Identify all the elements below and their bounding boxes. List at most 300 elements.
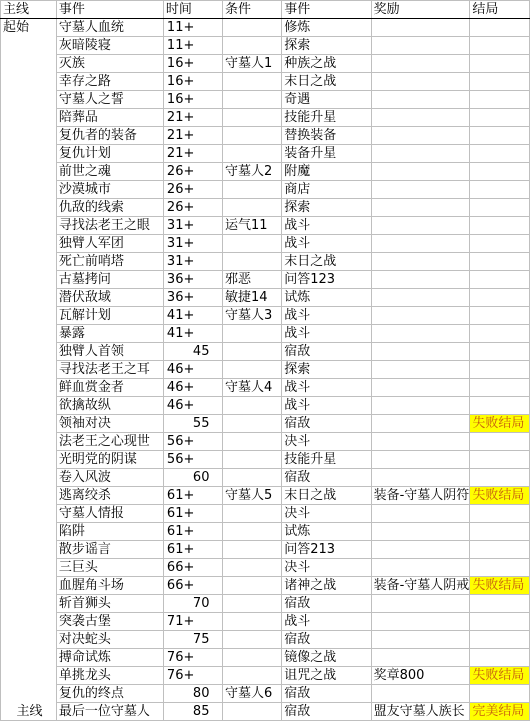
- cell-event: 复仇者的装备: [56, 127, 163, 145]
- cell-reward: [371, 19, 470, 37]
- cell-condition: [222, 433, 281, 451]
- cell-event-type: 技能升星: [282, 109, 371, 127]
- cell-reward: [371, 433, 470, 451]
- cell-ending: [470, 649, 530, 667]
- cell-condition: [222, 469, 281, 487]
- time-value: 41+: [166, 308, 195, 323]
- cell-condition: 守墓人3: [222, 307, 281, 325]
- cell-reward: [371, 541, 470, 559]
- cell-event-type: 问答123: [282, 271, 371, 289]
- cell-event: 沙漠城市: [56, 181, 163, 199]
- cell-reward: [371, 523, 470, 541]
- cell-condition: [222, 253, 281, 271]
- cell-main: [1, 181, 57, 199]
- cell-event-type: 决斗: [282, 505, 371, 523]
- table-row: [1, 577, 530, 595]
- cell-event-type: 末日之战: [282, 73, 371, 91]
- cell-event-type: 宿敌: [282, 469, 371, 487]
- cell-event-type: 试炼: [282, 523, 371, 541]
- cell-event-type: 探索: [282, 361, 371, 379]
- cell-condition: [222, 19, 281, 37]
- cell-ending: [470, 73, 530, 91]
- cell-event-type: 诸神之战: [282, 577, 371, 595]
- cell-event-type: 宿敌: [282, 631, 371, 649]
- cell-time: [163, 145, 222, 163]
- cell-event-type: 战斗: [282, 613, 371, 631]
- time-value: 75: [192, 632, 210, 647]
- cell-condition: [222, 541, 281, 559]
- cell-condition: [222, 37, 281, 55]
- cell-ending: [470, 235, 530, 253]
- cell-time: [163, 235, 222, 253]
- cell-event-type: 探索: [282, 37, 371, 55]
- cell-main: [1, 595, 57, 613]
- table-row: [1, 19, 530, 37]
- cell-ending: [470, 613, 530, 631]
- cell-event-type: 宿敌: [282, 595, 371, 613]
- cell-condition: [222, 631, 281, 649]
- cell-ending: [470, 343, 530, 361]
- cell-main: [1, 505, 57, 523]
- cell-reward: [371, 253, 470, 271]
- cell-ending: [470, 325, 530, 343]
- cell-condition: [222, 649, 281, 667]
- fail-ending-badge: 失败结局: [470, 577, 530, 595]
- cell-main: [1, 217, 57, 235]
- table-row: [1, 379, 530, 397]
- cell-time: [163, 451, 222, 469]
- cell-event: 斩首狮头: [56, 595, 163, 613]
- cell-event-type: 诅咒之战: [282, 667, 371, 685]
- cell-time: [163, 631, 222, 649]
- cell-reward: [371, 325, 470, 343]
- table-row: [1, 307, 530, 325]
- cell-reward: [371, 55, 470, 73]
- cell-ending: [470, 361, 530, 379]
- table-row: [1, 631, 530, 649]
- cell-reward: [371, 199, 470, 217]
- time-value: 60: [192, 470, 210, 485]
- cell-main: [1, 487, 57, 505]
- table-row: [1, 523, 530, 541]
- cell-condition: [222, 397, 281, 415]
- cell-event-type: 宿敌: [282, 685, 371, 703]
- cell-time: [163, 181, 222, 199]
- cell-reward: [371, 343, 470, 361]
- cell-time: [163, 505, 222, 523]
- cell-event-type: 附魔: [282, 163, 371, 181]
- cell-condition: 守墓人6: [222, 685, 281, 703]
- cell-event-type: 战斗: [282, 325, 371, 343]
- cell-condition: [222, 127, 281, 145]
- cell-event-type: 宿敌: [282, 415, 371, 433]
- cell-ending: [470, 253, 530, 271]
- cell-event: 陷阱: [56, 523, 163, 541]
- cell-reward: [371, 631, 470, 649]
- cell-main: [1, 649, 57, 667]
- cell-ending: [470, 145, 530, 163]
- cell-event-type: 战斗: [282, 379, 371, 397]
- cell-event: 单挑龙头: [56, 667, 163, 685]
- cell-reward: [371, 649, 470, 667]
- cell-ending: [470, 433, 530, 451]
- cell-reward: [371, 397, 470, 415]
- cell-main: [1, 613, 57, 631]
- cell-reward: [371, 415, 470, 433]
- cell-event-type: 决斗: [282, 433, 371, 451]
- cell-time: [163, 595, 222, 613]
- cell-event: 欲擒故纵: [56, 397, 163, 415]
- header-event-type: 事件: [282, 1, 371, 19]
- table-row: [1, 91, 530, 109]
- cell-time: [163, 289, 222, 307]
- cell-condition: [222, 451, 281, 469]
- cell-time: [163, 325, 222, 343]
- cell-event: 仇敌的线索: [56, 199, 163, 217]
- cell-event-type: 技能升星: [282, 451, 371, 469]
- cell-event-type: 商店: [282, 181, 371, 199]
- cell-event: 守墓人血统: [56, 19, 163, 37]
- cell-time: [163, 379, 222, 397]
- cell-condition: [222, 613, 281, 631]
- cell-main: [1, 253, 57, 271]
- cell-condition: [222, 667, 281, 685]
- header-reward: 奖励: [371, 1, 470, 19]
- cell-condition: 守墓人4: [222, 379, 281, 397]
- cell-main: [1, 577, 57, 595]
- cell-reward: [371, 127, 470, 145]
- cell-event: 陪葬品: [56, 109, 163, 127]
- cell-event: 复仇的终点: [56, 685, 163, 703]
- cell-condition: [222, 145, 281, 163]
- cell-condition: [222, 235, 281, 253]
- cell-event-type: 末日之战: [282, 487, 371, 505]
- table-row: [1, 649, 530, 667]
- cell-condition: 运气11: [222, 217, 281, 235]
- table-row: [1, 343, 530, 361]
- time-value: 41+: [166, 326, 195, 341]
- time-value: 61+: [166, 488, 195, 503]
- cell-main: [1, 325, 57, 343]
- cell-ending: [470, 271, 530, 289]
- cell-reward: [371, 307, 470, 325]
- cell-event: 突袭古堡: [56, 613, 163, 631]
- time-value: 46+: [166, 362, 195, 377]
- cell-ending: [470, 541, 530, 559]
- cell-event: 死亡前哨塔: [56, 253, 163, 271]
- cell-event-type: 奇遇: [282, 91, 371, 109]
- table-row: [1, 271, 530, 289]
- cell-time: [163, 685, 222, 703]
- cell-time: [163, 703, 222, 721]
- table-row: [1, 505, 530, 523]
- header-ending: 结局: [470, 1, 530, 19]
- header-event: 事件: [56, 1, 163, 19]
- cell-event: 光明党的阴谋: [56, 451, 163, 469]
- cell-ending: [470, 109, 530, 127]
- cell-event-type: 决斗: [282, 559, 371, 577]
- cell-event-type: 替换装备: [282, 127, 371, 145]
- cell-event: 复仇计划: [56, 145, 163, 163]
- cell-reward: [371, 163, 470, 181]
- cell-condition: [222, 325, 281, 343]
- time-value: 21+: [166, 128, 195, 143]
- cell-event: 灰暗陵寝: [56, 37, 163, 55]
- time-value: 55: [192, 416, 210, 431]
- table-row: [1, 253, 530, 271]
- cell-time: [163, 253, 222, 271]
- cell-condition: [222, 505, 281, 523]
- cell-reward: [371, 595, 470, 613]
- cell-event-type: 镜像之战: [282, 649, 371, 667]
- cell-ending: [470, 163, 530, 181]
- header-main: 主线: [1, 1, 57, 19]
- cell-ending: [470, 685, 530, 703]
- cell-ending: [470, 631, 530, 649]
- cell-condition: [222, 595, 281, 613]
- cell-ending: [470, 523, 530, 541]
- table-row: [1, 487, 530, 505]
- cell-condition: [222, 181, 281, 199]
- time-value: 26+: [166, 164, 195, 179]
- time-value: 11+: [166, 38, 195, 53]
- cell-condition: [222, 703, 281, 721]
- time-value: 16+: [166, 74, 195, 89]
- cell-event: 暴露: [56, 325, 163, 343]
- time-value: 31+: [166, 218, 195, 233]
- cell-time: [163, 271, 222, 289]
- cell-event: 灭族: [56, 55, 163, 73]
- fail-ending-badge: 失败结局: [470, 415, 530, 433]
- cell-time: [163, 433, 222, 451]
- cell-condition: [222, 91, 281, 109]
- cell-event: 守墓人之誓: [56, 91, 163, 109]
- cell-event: 古墓拷问: [56, 271, 163, 289]
- cell-main: [1, 127, 57, 145]
- cell-ending: [470, 505, 530, 523]
- cell-event-type: 问答213: [282, 541, 371, 559]
- cell-reward: [371, 271, 470, 289]
- table-row: [1, 451, 530, 469]
- cell-condition: [222, 523, 281, 541]
- time-value: 61+: [166, 506, 195, 521]
- time-value: 21+: [166, 110, 195, 125]
- cell-condition: [222, 559, 281, 577]
- cell-ending: [470, 181, 530, 199]
- time-value: 71+: [166, 614, 195, 629]
- cell-reward: 装备-守墓人阴符: [371, 487, 470, 505]
- cell-time: [163, 397, 222, 415]
- time-value: 21+: [166, 146, 195, 161]
- cell-main: [1, 163, 57, 181]
- cell-main: [1, 37, 57, 55]
- cell-main: [1, 559, 57, 577]
- cell-ending: [470, 19, 530, 37]
- cell-event: 寻找法老王之耳: [56, 361, 163, 379]
- cell-reward: [371, 469, 470, 487]
- time-value: 61+: [166, 542, 195, 557]
- cell-event: 守墓人情报: [56, 505, 163, 523]
- cell-main: [1, 541, 57, 559]
- time-value: 66+: [166, 560, 195, 575]
- cell-time: [163, 37, 222, 55]
- cell-reward: [371, 37, 470, 55]
- table-row: [1, 55, 530, 73]
- cell-event-type: 宿敌: [282, 343, 371, 361]
- cell-main: [1, 289, 57, 307]
- cell-event-type: 战斗: [282, 307, 371, 325]
- cell-event: 鲜血赏金者: [56, 379, 163, 397]
- cell-main: [1, 271, 57, 289]
- cell-main: [1, 361, 57, 379]
- time-value: 80: [192, 686, 210, 701]
- cell-main: [1, 631, 57, 649]
- cell-event-type: 种族之战: [282, 55, 371, 73]
- table-row: [1, 109, 530, 127]
- cell-reward: 装备-守墓人阴戒: [371, 577, 470, 595]
- cell-time: [163, 541, 222, 559]
- time-value: 31+: [166, 254, 195, 269]
- cell-event-type: 探索: [282, 199, 371, 217]
- cell-event: 卷入风波: [56, 469, 163, 487]
- cell-time: [163, 73, 222, 91]
- cell-event: 搏命试炼: [56, 649, 163, 667]
- cell-time: [163, 613, 222, 631]
- cell-ending: [470, 595, 530, 613]
- cell-event: 瓦解计划: [56, 307, 163, 325]
- time-value: 46+: [166, 380, 195, 395]
- table-row: [1, 145, 530, 163]
- cell-reward: 奖章800: [371, 667, 470, 685]
- time-value: 70: [192, 596, 210, 611]
- time-value: 36+: [166, 272, 195, 287]
- time-value: 26+: [166, 200, 195, 215]
- table-row: [1, 199, 530, 217]
- cell-time: [163, 343, 222, 361]
- table-row: [1, 73, 530, 91]
- cell-main: [1, 235, 57, 253]
- time-value: 11+: [166, 20, 195, 35]
- cell-event-type: 修炼: [282, 19, 371, 37]
- cell-reward: [371, 451, 470, 469]
- cell-event: 领袖对决: [56, 415, 163, 433]
- cell-condition: 敏捷14: [222, 289, 281, 307]
- cell-event: 独臂人首领: [56, 343, 163, 361]
- time-value: 76+: [166, 668, 195, 683]
- cell-ending: [470, 397, 530, 415]
- cell-event: 前世之魂: [56, 163, 163, 181]
- table-row: [1, 127, 530, 145]
- cell-main: [1, 433, 57, 451]
- cell-main: [1, 73, 57, 91]
- cell-event: 对决蛇头: [56, 631, 163, 649]
- cell-time: [163, 307, 222, 325]
- cell-reward: [371, 235, 470, 253]
- cell-ending: [470, 559, 530, 577]
- cell-event: 最后一位守墓人: [56, 703, 163, 721]
- cell-reward: [371, 91, 470, 109]
- time-value: 36+: [166, 290, 195, 305]
- table-row: [1, 703, 530, 721]
- cell-reward: [371, 289, 470, 307]
- cell-time: [163, 469, 222, 487]
- table-row: [1, 235, 530, 253]
- cell-time: [163, 163, 222, 181]
- cell-time: [163, 577, 222, 595]
- cell-main: [1, 379, 57, 397]
- cell-condition: [222, 199, 281, 217]
- cell-condition: [222, 415, 281, 433]
- cell-event: 独臂人军团: [56, 235, 163, 253]
- cell-time: [163, 199, 222, 217]
- cell-event-type: 末日之战: [282, 253, 371, 271]
- cell-ending: [470, 379, 530, 397]
- cell-ending: [470, 469, 530, 487]
- cell-event: 法老王之心现世: [56, 433, 163, 451]
- cell-event: 逃离绞杀: [56, 487, 163, 505]
- cell-reward: 盟友守墓人族长: [371, 703, 470, 721]
- cell-ending: [470, 55, 530, 73]
- cell-main: [1, 109, 57, 127]
- cell-main: [1, 685, 57, 703]
- perfect-ending-badge: 完美结局: [470, 703, 530, 721]
- time-value: 31+: [166, 236, 195, 251]
- cell-event-type: 战斗: [282, 397, 371, 415]
- cell-main: [1, 523, 57, 541]
- cell-event: 血腥角斗场: [56, 577, 163, 595]
- table-row: [1, 595, 530, 613]
- cell-time: [163, 127, 222, 145]
- cell-time: [163, 217, 222, 235]
- cell-condition: 守墓人1: [222, 55, 281, 73]
- table-row: [1, 217, 530, 235]
- table-row: [1, 397, 530, 415]
- table-body: [1, 19, 530, 721]
- cell-time: [163, 523, 222, 541]
- cell-event: 寻找法老王之眼: [56, 217, 163, 235]
- cell-ending: [470, 91, 530, 109]
- cell-event-type: 战斗: [282, 235, 371, 253]
- cell-condition: [222, 577, 281, 595]
- cell-time: [163, 415, 222, 433]
- time-value: 66+: [166, 578, 195, 593]
- cell-ending: [470, 199, 530, 217]
- cell-time: [163, 667, 222, 685]
- cell-time: [163, 91, 222, 109]
- fail-ending-badge: 失败结局: [470, 487, 530, 505]
- cell-reward: [371, 109, 470, 127]
- table-row: [1, 433, 530, 451]
- cell-condition: [222, 361, 281, 379]
- fail-ending-badge: 失败结局: [470, 667, 530, 685]
- cell-main: [1, 55, 57, 73]
- cell-main: [1, 307, 57, 325]
- cell-main: [1, 469, 57, 487]
- table-row: [1, 685, 530, 703]
- cell-event-type: 试炼: [282, 289, 371, 307]
- table-row: [1, 559, 530, 577]
- cell-condition: [222, 73, 281, 91]
- time-value: 85: [192, 704, 210, 719]
- header-condition: 条件: [222, 1, 281, 19]
- cell-ending: [470, 307, 530, 325]
- cell-reward: [371, 73, 470, 91]
- time-value: 56+: [166, 434, 195, 449]
- cell-ending: [470, 289, 530, 307]
- table-row: [1, 469, 530, 487]
- cell-main: 主线: [1, 703, 57, 721]
- cell-reward: [371, 505, 470, 523]
